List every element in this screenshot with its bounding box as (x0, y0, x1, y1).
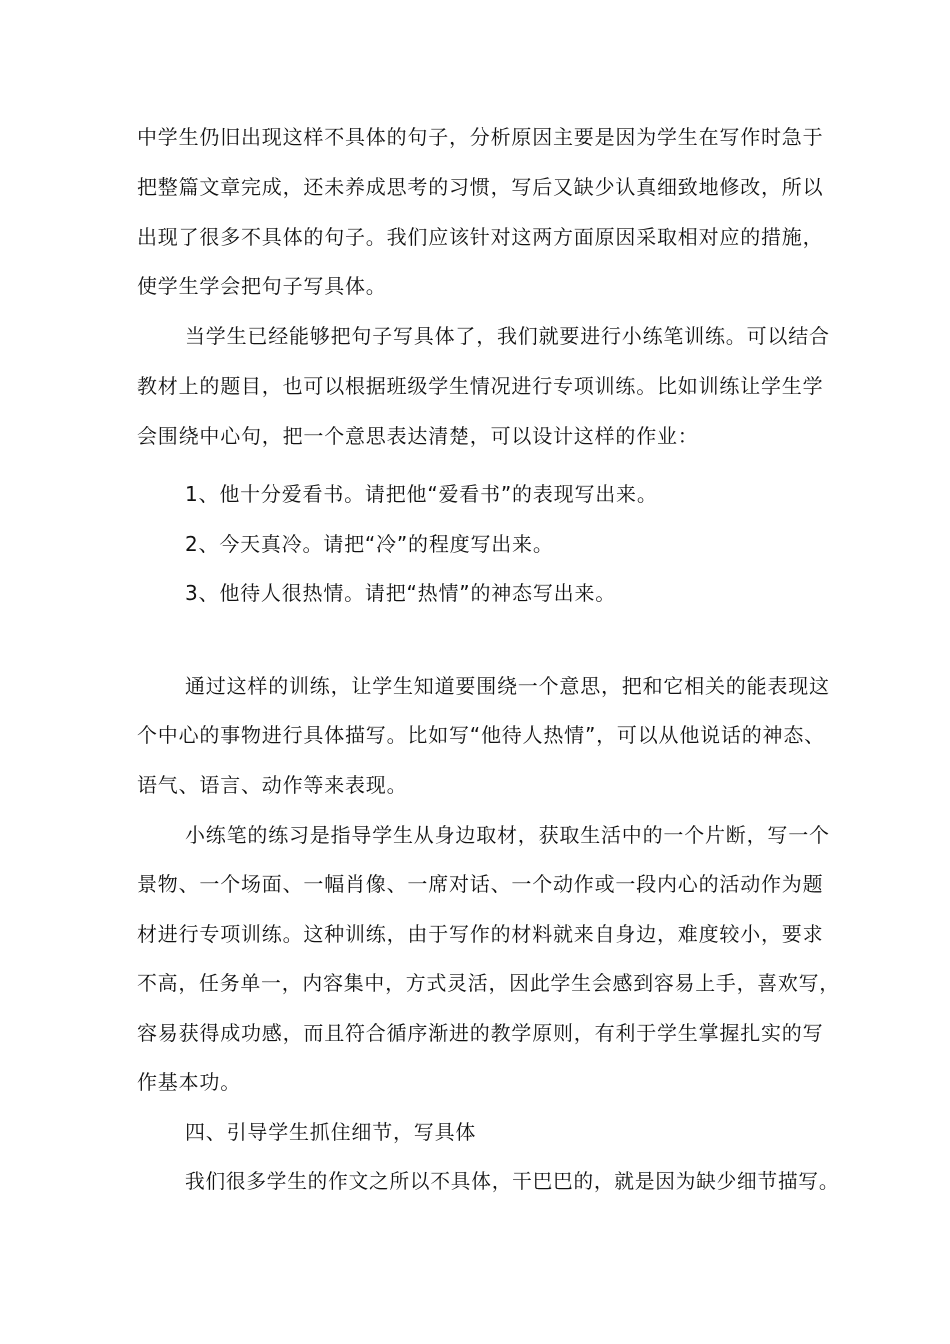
paragraph-1-line-4: 使学生学会把句子写具体。 (137, 274, 387, 298)
paragraph-1-line-3: 出现了很多不具体的句子。我们应该针对这两方面原因采取相对应的措施， (137, 225, 824, 249)
list-item-1: 1、他十分爱看书。请把他“爱看书”的表现写出来。 (185, 482, 658, 506)
paragraph-4-line-1: 小练笔的练习是指导学生从身边取材，获取生活中的一个片断，写一个 (185, 823, 830, 847)
paragraph-1-line-2: 把整篇文章完成，还未养成思考的习惯，写后又缺少认真细致地修改，所以 (137, 175, 824, 199)
paragraph-1-line-1: 中学生仍旧出现这样不具体的句子，分析原因主要是因为学生在写作时急于 (137, 125, 824, 149)
section-heading: 四、引导学生抓住细节，写具体 (185, 1120, 477, 1144)
list-item-3: 3、他待人很热情。请把“热情”的神态写出来。 (185, 581, 617, 605)
paragraph-2-line-3: 会围绕中心句，把一个意思表达清楚，可以设计这样的作业： (137, 424, 699, 448)
paragraph-4-line-5: 容易获得成功感，而且符合循序渐进的教学原则，有利于学生掌握扎实的写 (137, 1021, 824, 1045)
paragraph-2-line-1: 当学生已经能够把句子写具体了，我们就要进行小练笔训练。可以结合 (185, 324, 830, 348)
paragraph-4-line-3: 材进行专项训练。这种训练，由于写作的材料就来自身边，难度较小，要求 (137, 922, 824, 946)
list-item-2: 2、今天真冷。请把“冷”的程度写出来。 (185, 532, 554, 556)
paragraph-2-line-2: 教材上的题目，也可以根据班级学生情况进行专项训练。比如训练让学生学 (137, 374, 824, 398)
paragraph-4-line-6: 作基本功。 (137, 1070, 241, 1094)
paragraph-3-line-1: 通过这样的训练，让学生知道要围绕一个意思，把和它相关的能表现这 (185, 674, 830, 698)
paragraph-4-line-4: 不高，任务单一，内容集中，方式灵活，因此学生会感到容易上手，喜欢写， (137, 971, 840, 995)
paragraph-3-line-3: 语气、语言、动作等来表现。 (137, 773, 408, 797)
paragraph-3-line-2: 个中心的事物进行具体描写。比如写“他待人热情”，可以从他说话的神态、 (137, 723, 825, 747)
paragraph-5-line-1: 我们很多学生的作文之所以不具体，干巴巴的，就是因为缺少细节描写。 (185, 1169, 840, 1193)
paragraph-4-line-2: 景物、一个场面、一幅肖像、一席对话、一个动作或一段内心的活动作为题 (137, 872, 824, 896)
